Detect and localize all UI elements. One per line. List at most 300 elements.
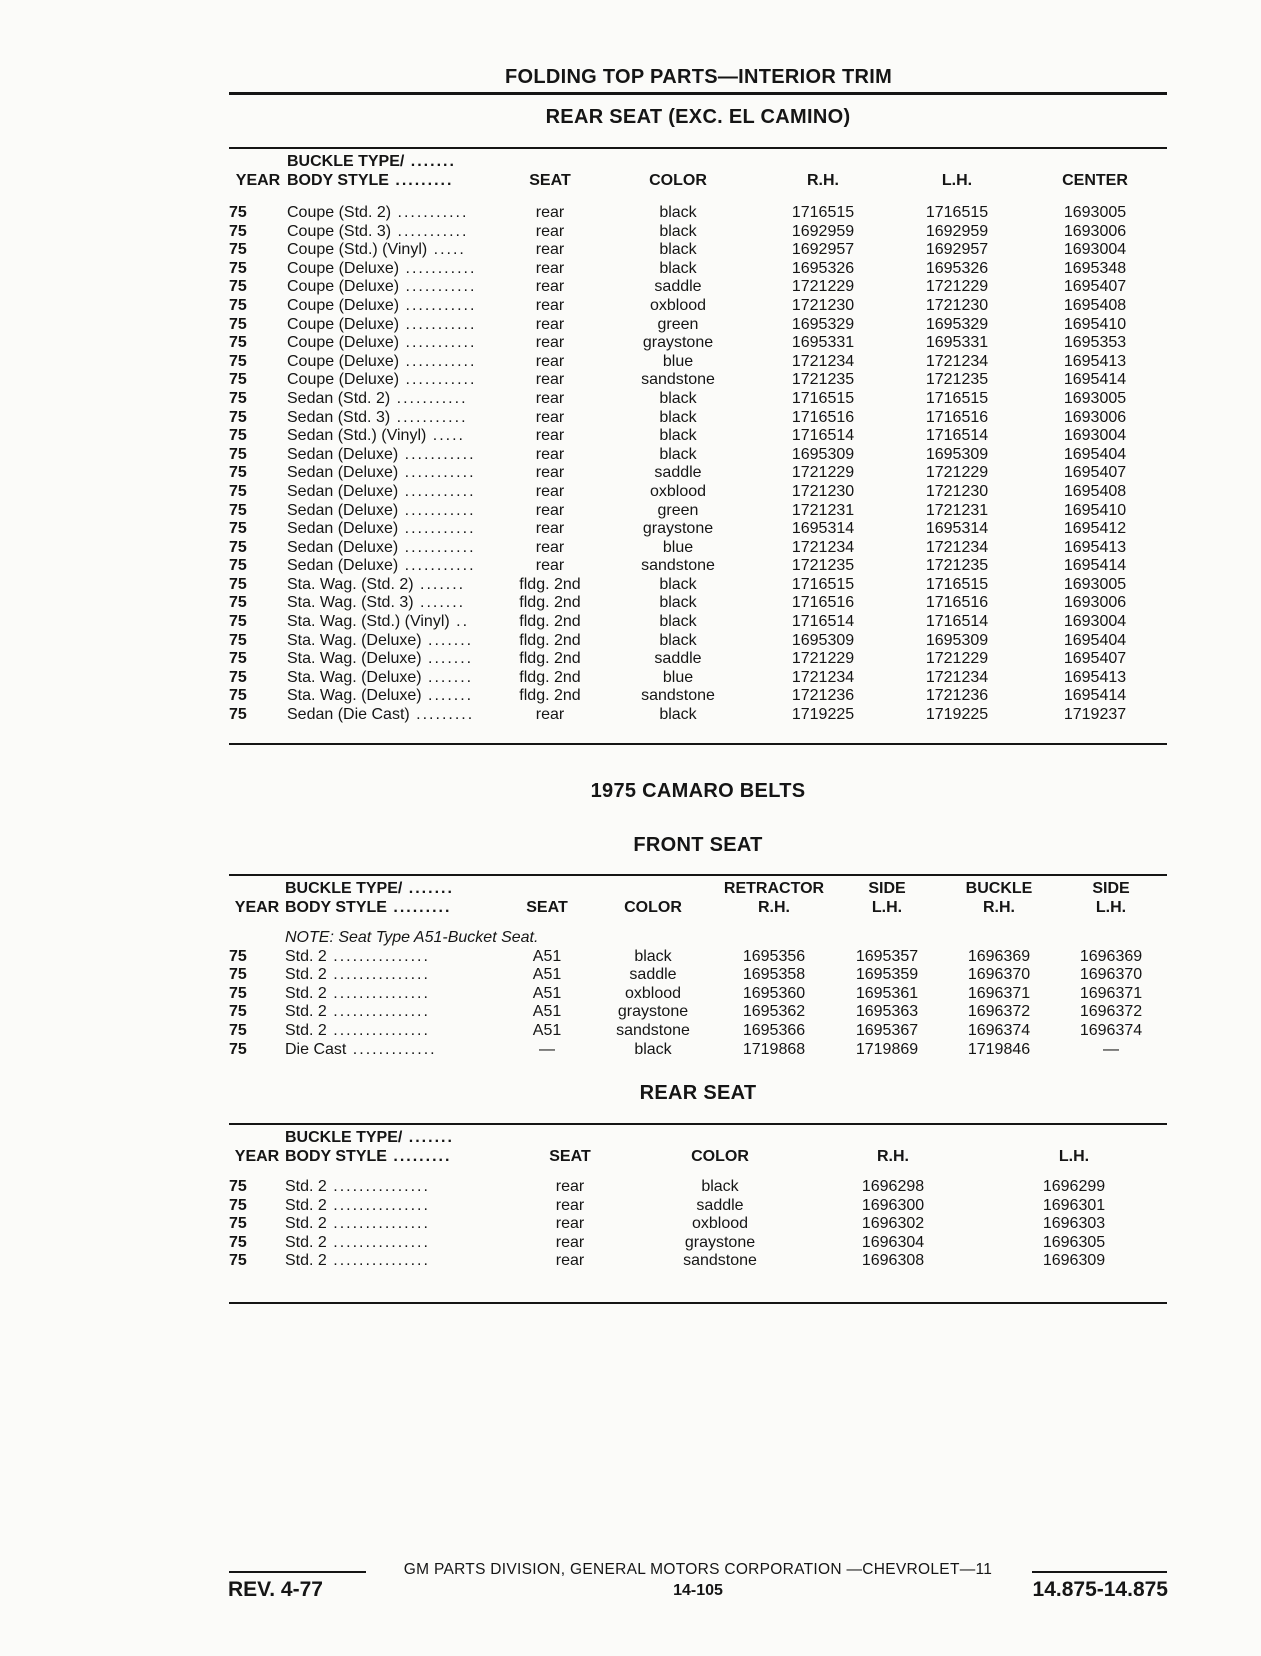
body-style-cell: Std. 2 ............... <box>285 966 430 984</box>
table-row <box>229 371 1167 390</box>
rh-part-cell: 1692957 <box>791 241 855 259</box>
rh-part-cell: 1716515 <box>791 575 855 593</box>
body-style-cell: Sedan (Std.) (Vinyl) ..... <box>287 427 465 445</box>
lh-part-cell: 1721230 <box>925 482 989 500</box>
center-part-cell: 1719237 <box>1063 706 1127 724</box>
rh-part-cell: 1719225 <box>791 706 855 724</box>
seat-cell: fldg. 2nd <box>519 668 581 686</box>
lh-part-cell: 1695331 <box>925 334 989 352</box>
seat-cell: rear <box>535 296 565 314</box>
side-lh-2-cell: — <box>1103 1040 1119 1058</box>
rear-seat-bottom-rule <box>229 743 1167 745</box>
table-row <box>229 576 1167 595</box>
leader-dots: ........... <box>399 334 477 352</box>
seat-cell: rear <box>535 241 565 259</box>
rh-part-cell: 1695309 <box>791 445 855 463</box>
col-side-lh-2: SIDE L.H. <box>1092 880 1130 916</box>
table-row <box>229 427 1167 446</box>
year-cell: 75 <box>229 259 247 277</box>
center-part-cell: 1695408 <box>1063 482 1127 500</box>
camaro-rear-bottom-rule <box>229 1302 1167 1304</box>
center-part-cell: 1695348 <box>1063 259 1127 277</box>
year-cell: 75 <box>229 1021 247 1039</box>
camaro-rear-seat-title: REAR SEAT <box>639 1082 757 1104</box>
table-row <box>229 1178 1167 1197</box>
leader-dots: ............... <box>326 1178 430 1195</box>
center-part-cell: 1695408 <box>1063 296 1127 314</box>
year-cell: 75 <box>229 371 247 389</box>
leader-dots: ........... <box>390 389 468 407</box>
center-part-cell: 1695407 <box>1063 464 1127 482</box>
table-row <box>229 241 1167 260</box>
seat-cell: rear <box>535 315 565 333</box>
seat-cell: A51 <box>532 1021 562 1039</box>
body-style-cell: Std. 2 ............... <box>285 1215 430 1233</box>
rh-part-cell: 1721229 <box>791 278 855 296</box>
leader-dots: ....... <box>421 650 474 668</box>
center-part-cell: 1695414 <box>1063 687 1127 705</box>
table-row <box>229 297 1167 316</box>
col-rh: R.H. <box>807 172 839 189</box>
rear-seat-table <box>229 152 1167 725</box>
catalog-code: 14.875-14.875 <box>1032 1578 1168 1601</box>
table-row <box>229 966 1167 985</box>
table-row <box>229 502 1167 521</box>
center-part-cell: 1693004 <box>1063 613 1127 631</box>
color-cell: black <box>634 947 672 965</box>
leader-dots: ........... <box>398 501 476 519</box>
year-cell: 75 <box>229 520 247 538</box>
rh-part-cell: 1721235 <box>791 557 855 575</box>
table-row <box>229 316 1167 335</box>
retractor-rh-cell: 1719868 <box>742 1040 806 1058</box>
seat-cell: fldg. 2nd <box>519 594 581 612</box>
retractor-rh-cell: 1695358 <box>742 966 806 984</box>
rh-part-cell: 1721230 <box>791 296 855 314</box>
table-row <box>229 409 1167 428</box>
center-part-cell: 1695410 <box>1063 315 1127 333</box>
year-cell: 75 <box>229 947 247 965</box>
center-part-cell: 1695414 <box>1063 371 1127 389</box>
rh-part-cell: 1721236 <box>791 687 855 705</box>
year-cell: 75 <box>229 278 247 296</box>
lh-part-cell: 1716514 <box>925 427 989 445</box>
leader-dots: ............... <box>326 984 430 1002</box>
seat-cell: A51 <box>532 947 562 965</box>
lh-part-cell: 1716516 <box>925 408 989 426</box>
side-lh-cell: 1719869 <box>855 1040 919 1058</box>
table-row <box>229 1041 1167 1060</box>
leader-dots: ..... <box>427 241 466 259</box>
front-seat-header-rule <box>229 874 1167 876</box>
color-cell: black <box>659 445 697 463</box>
leader-dots: ........... <box>399 278 477 296</box>
seat-cell: A51 <box>532 984 562 1002</box>
table-row <box>229 483 1167 502</box>
lh-part-cell: 1721230 <box>925 296 989 314</box>
side-lh-2-cell: 1696371 <box>1079 984 1143 1002</box>
color-cell: green <box>657 315 699 333</box>
body-style-cell: Sedan (Std. 3) ........... <box>287 408 468 426</box>
leader-dots: ........... <box>399 296 477 314</box>
seat-type-note: NOTE: Seat Type A51-Bucket Seat. <box>285 929 539 946</box>
lh-part-cell: 1695326 <box>925 259 989 277</box>
title-rule <box>229 92 1167 95</box>
seat-cell: rear <box>555 1215 585 1233</box>
leader-dots: ......... <box>409 706 475 724</box>
body-style-cell: Sedan (Deluxe) ........... <box>287 557 476 575</box>
seat-cell: — <box>539 1040 555 1058</box>
lh-part-cell: 1721235 <box>925 371 989 389</box>
table-row <box>229 613 1167 632</box>
body-style-cell: Coupe (Deluxe) ........... <box>287 259 477 277</box>
rh-part-cell: 1721229 <box>791 650 855 668</box>
leader-dots: ..... <box>426 427 465 445</box>
lh-part-cell: 1719225 <box>925 706 989 724</box>
table-row <box>229 353 1167 372</box>
lh-part-cell: 1692957 <box>925 241 989 259</box>
col-center: CENTER <box>1062 172 1128 189</box>
center-part-cell: 1695407 <box>1063 278 1127 296</box>
rh-part-cell: 1721234 <box>791 538 855 556</box>
year-cell: 75 <box>229 557 247 575</box>
color-cell: graystone <box>617 1003 689 1021</box>
side-lh-cell: 1695357 <box>855 947 919 965</box>
lh-part-cell: 1695329 <box>925 315 989 333</box>
seat-cell: rear <box>535 222 565 240</box>
center-part-cell: 1693004 <box>1063 427 1127 445</box>
color-cell: black <box>659 706 697 724</box>
seat-cell: A51 <box>532 966 562 984</box>
leader-dots: ............... <box>326 1215 430 1233</box>
table-row <box>229 687 1167 706</box>
center-part-cell: 1695412 <box>1063 520 1127 538</box>
year-cell: 75 <box>229 613 247 631</box>
lh-part-cell: 1721234 <box>925 668 989 686</box>
lh-part-cell: 1716515 <box>925 389 989 407</box>
buckle-rh-cell: 1696371 <box>967 984 1031 1002</box>
body-style-cell: Std. 2 ............... <box>285 1252 430 1270</box>
table-row <box>229 1003 1167 1022</box>
lh-part-cell: 1696309 <box>1042 1252 1106 1270</box>
leader-dots: ....... <box>421 668 474 686</box>
color-cell: saddle <box>654 650 702 668</box>
front-seat-title: FRONT SEAT <box>633 834 763 856</box>
leader-dots: ........... <box>399 259 477 277</box>
lh-part-cell: 1692959 <box>925 222 989 240</box>
leader-dots: ........... <box>398 464 476 482</box>
year-cell: 75 <box>229 482 247 500</box>
body-style-cell: Sta. Wag. (Std. 2) ....... <box>287 575 466 593</box>
color-cell: black <box>659 259 697 277</box>
table-row <box>229 1215 1167 1234</box>
col-year: YEAR <box>235 172 281 189</box>
year-cell: 75 <box>229 1252 247 1270</box>
leader-dots: ............... <box>326 966 430 984</box>
table-row <box>229 1022 1167 1041</box>
table-row <box>229 1252 1167 1271</box>
retractor-rh-cell: 1695360 <box>742 984 806 1002</box>
col-lh: L.H. <box>1058 1148 1090 1165</box>
side-lh-2-cell: 1696372 <box>1079 1003 1143 1021</box>
year-cell: 75 <box>229 575 247 593</box>
leader-dots: ............... <box>326 1003 430 1021</box>
year-cell: 75 <box>229 1233 247 1251</box>
retractor-rh-cell: 1695362 <box>742 1003 806 1021</box>
body-style-cell: Coupe (Deluxe) ........... <box>287 315 477 333</box>
body-style-cell: Sedan (Deluxe) ........... <box>287 464 476 482</box>
buckle-rh-cell: 1696372 <box>967 1003 1031 1021</box>
center-part-cell: 1693005 <box>1063 204 1127 221</box>
table-row <box>229 464 1167 483</box>
revision-label: REV. 4-77 <box>228 1578 323 1601</box>
table-row <box>229 632 1167 651</box>
seat-cell: rear <box>535 520 565 538</box>
leader-dots: ............. <box>346 1040 437 1058</box>
color-cell: black <box>659 594 697 612</box>
table-header-row <box>229 152 1167 190</box>
lh-part-cell: 1721235 <box>925 557 989 575</box>
lh-part-cell: 1721231 <box>925 501 989 519</box>
color-cell: saddle <box>654 278 702 296</box>
color-cell: blue <box>662 352 694 370</box>
color-cell: sandstone <box>616 1021 690 1039</box>
side-lh-2-cell: 1696369 <box>1079 947 1143 965</box>
table-row <box>229 650 1167 669</box>
year-cell: 75 <box>229 650 247 668</box>
col-year: YEAR <box>234 899 280 916</box>
header-spacer-row <box>229 1166 1167 1178</box>
seat-cell: rear <box>535 557 565 575</box>
col-body-style: BUCKLE TYPE/ ....... BODY STYLE ......... <box>285 880 454 916</box>
center-part-cell: 1693006 <box>1063 408 1127 426</box>
rh-part-cell: 1716516 <box>791 594 855 612</box>
note-row <box>229 929 1167 948</box>
body-style-cell: Sta. Wag. (Std. 3) ....... <box>287 594 466 612</box>
table-row <box>229 446 1167 465</box>
rh-part-cell: 1695331 <box>791 334 855 352</box>
color-cell: saddle <box>654 464 702 482</box>
color-cell: blue <box>662 668 694 686</box>
body-style-cell: Sedan (Die Cast) ......... <box>287 706 475 724</box>
year-cell: 75 <box>229 668 247 686</box>
lh-part-cell: 1696301 <box>1042 1196 1106 1214</box>
rh-part-cell: 1716515 <box>791 389 855 407</box>
color-cell: black <box>659 408 697 426</box>
camaro-rear-header-rule <box>229 1123 1167 1125</box>
seat-cell: rear <box>555 1233 585 1251</box>
side-lh-cell: 1695363 <box>855 1003 919 1021</box>
color-cell: oxblood <box>649 296 707 314</box>
center-part-cell: 1693004 <box>1063 241 1127 259</box>
side-lh-cell: 1695359 <box>855 966 919 984</box>
rh-part-cell: 1716515 <box>791 204 855 221</box>
footer-publisher: GM PARTS DIVISION, GENERAL MOTORS CORPORATION —CHEVROLET—11 <box>403 1561 993 1578</box>
seat-cell: fldg. 2nd <box>519 575 581 593</box>
center-part-cell: 1695413 <box>1063 668 1127 686</box>
table-row <box>229 706 1167 725</box>
retractor-rh-cell: 1695356 <box>742 947 806 965</box>
seat-cell: rear <box>535 204 565 221</box>
year-cell: 75 <box>229 706 247 724</box>
col-seat: SEAT <box>549 1148 591 1165</box>
leader-dots: .. <box>449 613 470 631</box>
col-rh: R.H. <box>877 1148 909 1165</box>
leader-dots: ............... <box>326 1233 430 1251</box>
year-cell: 75 <box>229 1040 247 1058</box>
side-lh-cell: 1695361 <box>855 984 919 1002</box>
color-cell: blue <box>662 538 694 556</box>
color-cell: black <box>659 631 697 649</box>
color-cell: black <box>659 613 697 631</box>
buckle-rh-cell: 1696374 <box>967 1021 1031 1039</box>
body-style-cell: Sta. Wag. (Deluxe) ....... <box>287 687 474 705</box>
leader-dots: ........... <box>391 222 469 240</box>
center-part-cell: 1695414 <box>1063 557 1127 575</box>
rh-part-cell: 1696302 <box>861 1215 925 1233</box>
color-cell: black <box>701 1178 739 1195</box>
body-style-cell: Std. 2 ............... <box>285 984 430 1002</box>
table-header-row <box>229 879 1167 917</box>
rh-part-cell: 1721230 <box>791 482 855 500</box>
color-cell: black <box>659 241 697 259</box>
leader-dots: ........... <box>390 408 468 426</box>
page-title: FOLDING TOP PARTS—INTERIOR TRIM <box>504 66 893 88</box>
leader-dots: ............... <box>326 947 430 965</box>
body-style-cell: Coupe (Deluxe) ........... <box>287 278 477 296</box>
header-spacer-row <box>229 917 1167 929</box>
table-row <box>229 557 1167 576</box>
color-cell: sandstone <box>683 1252 757 1270</box>
camaro-rear-seat-table <box>229 1128 1167 1271</box>
rear-seat-title: REAR SEAT (EXC. EL CAMINO) <box>545 106 851 128</box>
year-cell: 75 <box>229 334 247 352</box>
table-row <box>229 204 1167 223</box>
year-cell: 75 <box>229 594 247 612</box>
body-style-cell: Coupe (Std. 3) ........... <box>287 222 469 240</box>
seat-cell: rear <box>535 389 565 407</box>
year-cell: 75 <box>229 1003 247 1021</box>
col-body-style: BUCKLE TYPE/ ....... BODY STYLE ......... <box>287 153 456 189</box>
seat-cell: rear <box>555 1178 585 1195</box>
color-cell: sandstone <box>641 557 715 575</box>
buckle-rh-cell: 1696370 <box>967 966 1031 984</box>
year-cell: 75 <box>229 1178 247 1195</box>
table-row <box>229 260 1167 279</box>
front-seat-table <box>229 879 1167 1059</box>
camaro-belts-title: 1975 CAMARO BELTS <box>590 780 806 802</box>
side-lh-2-cell: 1696374 <box>1079 1021 1143 1039</box>
seat-cell: rear <box>535 352 565 370</box>
rh-part-cell: 1716516 <box>791 408 855 426</box>
body-style-cell: Std. 2 ............... <box>285 1003 430 1021</box>
rh-part-cell: 1695326 <box>791 259 855 277</box>
col-year: YEAR <box>234 1148 280 1165</box>
rh-part-cell: 1721231 <box>791 501 855 519</box>
body-style-cell: Std. 2 ............... <box>285 1021 430 1039</box>
year-cell: 75 <box>229 427 247 445</box>
leader-dots: ........... <box>398 482 476 500</box>
table-row <box>229 669 1167 688</box>
table-row <box>229 1197 1167 1216</box>
color-cell: green <box>657 501 699 519</box>
year-cell: 75 <box>229 204 247 221</box>
rh-part-cell: 1692959 <box>791 222 855 240</box>
year-cell: 75 <box>229 408 247 426</box>
seat-cell: rear <box>535 259 565 277</box>
body-style-cell: Coupe (Deluxe) ........... <box>287 371 477 389</box>
col-seat: SEAT <box>526 899 568 916</box>
year-cell: 75 <box>229 984 247 1002</box>
center-part-cell: 1693005 <box>1063 389 1127 407</box>
seat-cell: rear <box>535 371 565 389</box>
leader-dots: ....... <box>413 594 466 612</box>
table-header-row <box>229 1128 1167 1166</box>
color-cell: oxblood <box>624 984 682 1002</box>
table-row <box>229 594 1167 613</box>
col-body-style: BUCKLE TYPE/ ....... BODY STYLE ......... <box>285 1129 454 1165</box>
leader-dots: ............... <box>326 1196 430 1214</box>
buckle-rh-cell: 1719846 <box>967 1040 1031 1058</box>
lh-part-cell: 1716516 <box>925 594 989 612</box>
body-style-cell: Sedan (Deluxe) ........... <box>287 538 476 556</box>
table-row <box>229 985 1167 1004</box>
col-seat: SEAT <box>529 172 571 189</box>
body-style-cell: Sta. Wag. (Deluxe) ....... <box>287 650 474 668</box>
body-style-cell: Std. 2 ............... <box>285 947 430 965</box>
leader-dots: ........... <box>399 352 477 370</box>
lh-part-cell: 1696303 <box>1042 1215 1106 1233</box>
color-cell: black <box>659 389 697 407</box>
leader-dots: ........... <box>398 557 476 575</box>
body-style-cell: Coupe (Std. 2) ........... <box>287 204 469 221</box>
seat-cell: rear <box>535 334 565 352</box>
lh-part-cell: 1716514 <box>925 613 989 631</box>
rh-part-cell: 1716514 <box>791 427 855 445</box>
center-part-cell: 1693005 <box>1063 575 1127 593</box>
center-part-cell: 1693006 <box>1063 222 1127 240</box>
color-cell: black <box>659 427 697 445</box>
lh-part-cell: 1721229 <box>925 650 989 668</box>
lh-part-cell: 1716515 <box>925 204 989 221</box>
center-part-cell: 1695353 <box>1063 334 1127 352</box>
color-cell: black <box>634 1040 672 1058</box>
color-cell: black <box>659 204 697 221</box>
rear-seat-header-rule <box>229 147 1167 149</box>
leader-dots: ........... <box>399 371 477 389</box>
color-cell: black <box>659 222 697 240</box>
color-cell: sandstone <box>641 687 715 705</box>
leader-dots: ............... <box>326 1252 430 1270</box>
lh-part-cell: 1721234 <box>925 352 989 370</box>
seat-cell: rear <box>535 706 565 724</box>
color-cell: black <box>659 575 697 593</box>
col-color: COLOR <box>649 172 707 189</box>
body-style-cell: Die Cast ............. <box>285 1040 437 1058</box>
table-row <box>229 1234 1167 1253</box>
color-cell: saddle <box>696 1196 744 1214</box>
table-row <box>229 334 1167 353</box>
center-part-cell: 1695410 <box>1063 501 1127 519</box>
lh-part-cell: 1721236 <box>925 687 989 705</box>
seat-cell: rear <box>555 1196 585 1214</box>
year-cell: 75 <box>229 315 247 333</box>
color-cell: saddle <box>629 966 677 984</box>
table-row <box>229 948 1167 967</box>
leader-dots: ....... <box>413 575 466 593</box>
table-row <box>229 278 1167 297</box>
table-row <box>229 520 1167 539</box>
